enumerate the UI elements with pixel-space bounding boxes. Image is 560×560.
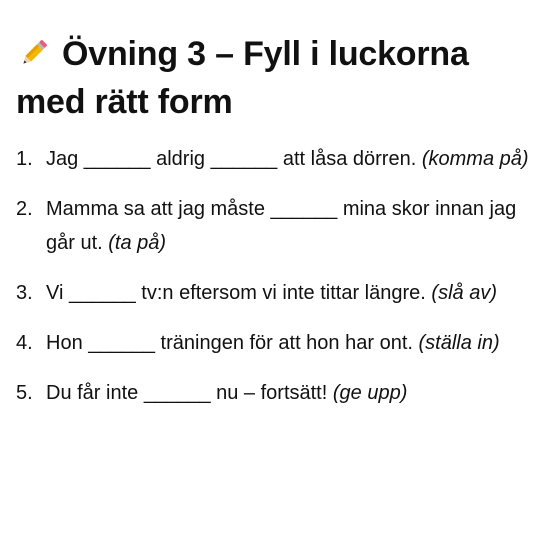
exercise-hint: (ta på) (108, 232, 167, 254)
exercise-hint: (slå av) (431, 282, 497, 304)
exercise-sentence: Du får inte ______ nu – fortsätt! (46, 382, 328, 404)
page-title (16, 30, 546, 126)
exercise-number: 2. (16, 198, 33, 220)
exercise-list (16, 142, 546, 410)
exercise-sentence: Hon ______ träningen för att hon har ont. (46, 332, 413, 354)
pencil-icon (16, 35, 52, 71)
exercise-text (46, 192, 546, 260)
exercise-sentence: Vi ______ tv:n eftersom vi inte tittar längre. (46, 282, 426, 304)
exercise-sentence: Jag ______ aldrig ______ att låsa dörren. (46, 148, 417, 170)
exercise-item-4 (16, 326, 546, 360)
exercise-item-5 (16, 376, 546, 410)
exercise-number: 4. (16, 332, 33, 354)
exercise-hint: (ställa in) (418, 332, 500, 354)
exercise-hint: (komma på) (421, 148, 529, 170)
exercise-item-3 (16, 276, 546, 310)
exercise-hint: (ge upp) (332, 382, 408, 404)
exercise-number: 3. (16, 282, 33, 304)
exercise-item-1 (16, 142, 546, 176)
exercise-sentence: Mamma sa att jag måste ______ mina skor innan jag går ut. (46, 198, 517, 254)
page-title-text: Övning 3 – Fyll i luckorna med rätt form (16, 35, 469, 121)
exercise-text (46, 376, 546, 410)
exercise-number: 5. (16, 382, 33, 404)
exercise-text (46, 276, 546, 310)
exercise-item-2 (16, 192, 546, 260)
exercise-number: 1. (16, 148, 33, 170)
exercise-text (46, 326, 546, 360)
exercise-text (46, 142, 546, 176)
